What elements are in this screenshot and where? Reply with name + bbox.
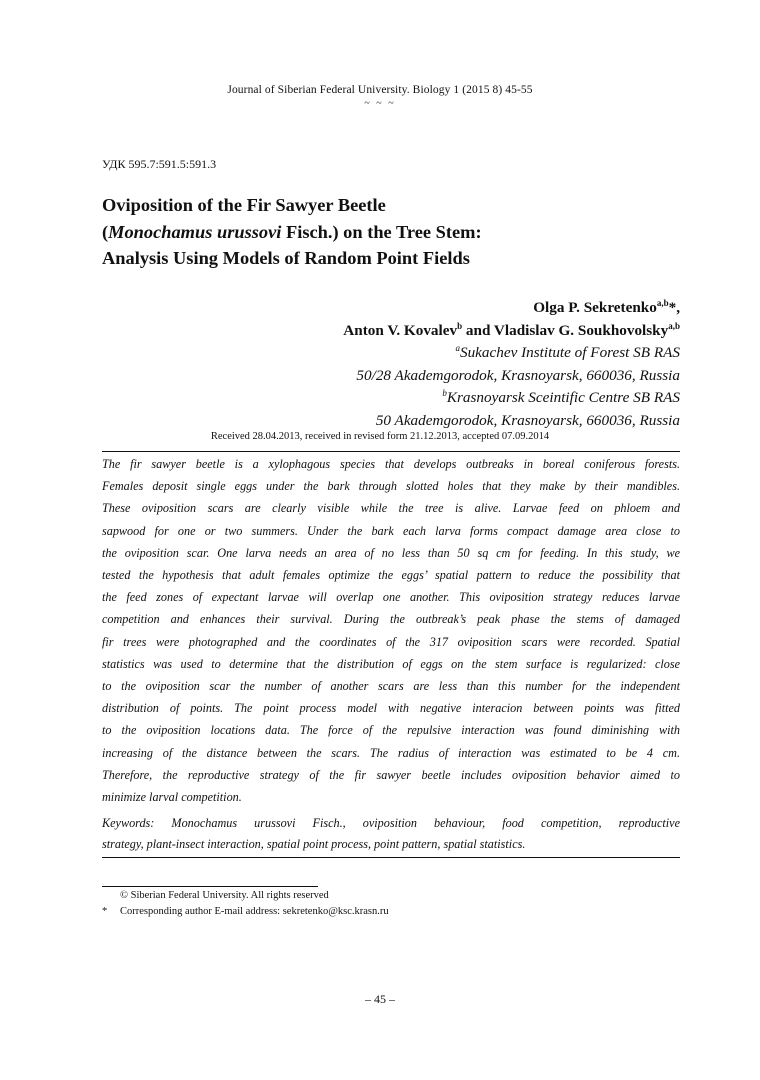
author-2-affil: b [457,320,463,331]
affiliation-a-name: Sukachev Institute of Forest SB RAS [459,344,680,361]
udk-code: УДК 595.7:591.5:591.3 [102,157,217,171]
abstract-line: the feed zones of expectant larvae will overlap one another. This oviposition strategy reduces larvae [102,590,680,605]
page-number: – 45 – [365,992,395,1006]
author-line-1 [343,297,680,320]
abstract-line: distribution of points. The point process model with negative interacion between points was fitted [102,701,680,716]
affiliation-b-address: 50 Akademgorodok, Krasnoyarsk, 660036, Russia [375,411,680,429]
affiliation-b-mark: b [442,387,447,398]
header-ornament: ~ ~ ~ [364,98,396,109]
author-1-affil: a,b [656,297,669,308]
species-name: Monochamus urussovi [108,221,282,242]
journal-header: Journal of Siberian Federal University. Biology 1 (2015 8) 45-55 [227,84,533,96]
keywords [102,813,680,855]
affiliation-b-name: Krasnoyarsk Sceintific Centre SB RAS [446,389,680,406]
title-line-2-rest: Fisch.) on the Tree Stem: [281,221,482,242]
affiliation-a [343,342,680,365]
author-soukhovolsky: Vladislav G. Soukhovolsky [493,321,669,339]
abstract-line: the oviposition scar. One larva needs an area of no less than 50 sq cm for feeding. In this study, we [102,545,680,560]
abstract-line: to the oviposition locations data. The force of the repulsive interaction was found diminishing with [102,723,680,738]
corresponding-mark: *, [668,299,680,316]
footnote-rule [102,886,318,887]
article-title [102,192,682,272]
author-and: and [462,321,494,339]
author-line-2 [343,320,680,343]
abstract-line: tested the hypothesis that adult females optimize the eggs’ spatial pattern to reduce the possibility that [102,568,680,583]
abstract-line: Females deposit single eggs under the bark through slotted holes that they make by their mandibles. [102,479,680,494]
title-line-2 [102,219,682,246]
abstract-bottom-rule [102,857,680,858]
affiliation-a-address: 50/28 Akademgorodok, Krasnoyarsk, 660036, Russia [356,366,680,384]
affiliation-b [343,387,680,410]
author-3-affil: a,b [668,320,680,331]
abstract-line: competition and enhances their survival. During the outbreak’s peak phase the stems of damaged [102,612,680,627]
abstract-line: These oviposition scars are clearly visible while the tree is alive. Larvae feed on phloem and [102,501,680,516]
abstract-line: statistics was used to determine that the distribution of eggs on the stem surface is regularized: close [102,656,680,671]
author-sekretenko: Olga P. Sekretenko [533,299,657,316]
title-paren: ( [102,221,109,242]
title-line-1: Oviposition of the Fir Sawyer Beetle [102,195,386,215]
keywords-line-1: Keywords: Monochamus urussovi Fisch., oviposition behaviour, food competition, reproductive [102,816,680,830]
abstract-line: to the oviposition scar the number of another scars are less than this number for the independent [102,679,680,694]
abstract-line: increasing of the distance between the scars. The radius of interaction was estimated to be 4 cm. [102,745,680,760]
abstract-top-rule [102,451,680,452]
copyright-text: © Siberian Federal University. All rights reserved [120,890,329,901]
footnote-corresponding [102,904,389,920]
footnotes [102,888,389,919]
abstract-line: minimize larval competition. [102,790,242,805]
abstract-line: fir trees were photographed and the coordinates of the 317 oviposition scars were recorded. Spatial [102,634,680,649]
footnote-copyright [102,888,389,904]
affiliation-a-mark: a [455,342,460,353]
corresponding-email: Corresponding author E-mail address: sekretenko@ksc.krasn.ru [120,905,389,917]
abstract-line: sapwood for one or two summers. Under the bark each larva forms compact damage area close to [102,523,680,538]
abstract-line: The fir sawyer beetle is a xylophagous species that develops outbreaks in boreal coniferous forests. [102,457,680,471]
author-kovalev: Anton V. Kovalev [343,321,458,339]
title-line-3: Analysis Using Models of Random Point Fields [102,248,470,268]
authors-block [343,297,680,432]
keywords-line-2: strategy, plant-insect interaction, spatial point process, point pattern, spatial statistics. [102,837,526,851]
received-dates: Received 28.04.2013, received in revised form 21.12.2013, accepted 07.09.2014 [210,431,550,442]
footnote-star: * [102,905,108,917]
abstract-line: Therefore, the reproductive strategy of the fir sawyer beetle includes oviposition behavior aimed to [102,767,680,782]
abstract [102,453,680,808]
